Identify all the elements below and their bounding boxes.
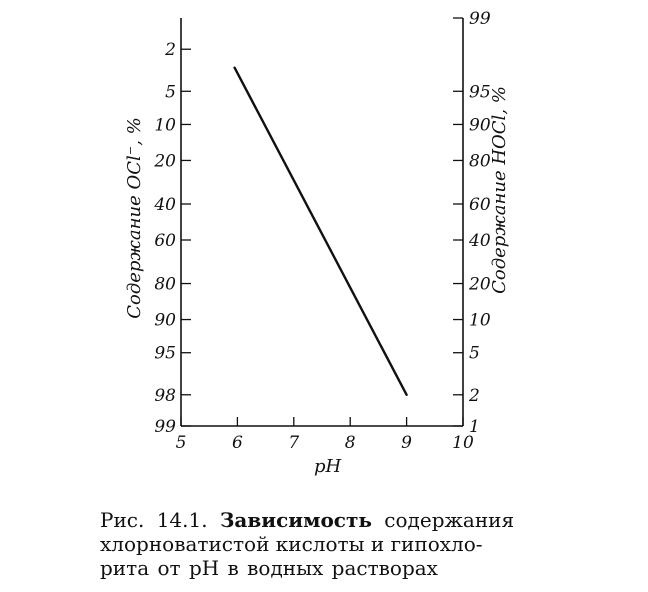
right-y-tick-label: 60 [469,194,491,215]
left-y-axis-ticks [153,40,191,437]
x-tick-label: 10 [452,433,474,453]
figure-caption [100,508,570,580]
left-y-tick-label: 10 [154,115,176,136]
right-y-tick-label: 5 [469,343,480,364]
left-y-tick-label: 95 [154,343,176,364]
data-series [235,68,407,395]
caption-line-1 [100,508,570,532]
x-tick-label: 5 [175,433,187,453]
left-y-tick-label: 80 [154,274,176,295]
left-y-axis-label: Содержание ОСl⁻, % [124,117,145,319]
x-tick-label: 7 [288,433,300,453]
right-y-tick-label: 2 [469,385,480,406]
left-y-tick-label: 20 [154,151,176,172]
caption-line-1-rest: содержания [371,508,515,532]
axes [181,18,463,426]
right-y-tick-label: 1 [469,417,480,437]
x-tick-label: 6 [231,433,243,453]
left-y-tick-label: 90 [154,310,176,331]
caption-line-3: рита от pH в водных растворах [100,556,438,580]
x-axis-label: pH [314,456,342,477]
right-y-tick-label: 20 [469,274,491,295]
left-y-tick-label: 2 [165,40,176,61]
x-tick-label: 9 [401,433,413,453]
right-y-axis-label: Содержание НОСl, % [489,86,510,294]
left-y-tick-label: 5 [165,82,176,103]
x-axis-ticks [176,417,474,453]
right-y-tick-label: 80 [469,151,491,172]
right-y-tick-label: 40 [469,231,491,252]
x-tick-label: 8 [344,433,356,453]
caption-bold-word: Зависимость [219,508,372,532]
right-y-tick-label: 95 [469,82,491,103]
caption-figure-number: Рис. 14.1. [100,508,220,532]
right-y-tick-label: 99 [469,9,491,29]
right-y-axis-ticks [453,9,491,437]
left-y-tick-label: 60 [154,231,176,252]
left-y-tick-label: 40 [154,194,176,215]
series-line [235,68,407,395]
right-y-tick-label: 10 [469,310,491,331]
right-y-tick-label: 90 [469,115,491,136]
caption-line-2: хлорноватистой кислоты и гипохло- [100,532,483,556]
left-y-tick-label: 99 [154,417,176,437]
left-y-tick-label: 98 [154,385,176,406]
